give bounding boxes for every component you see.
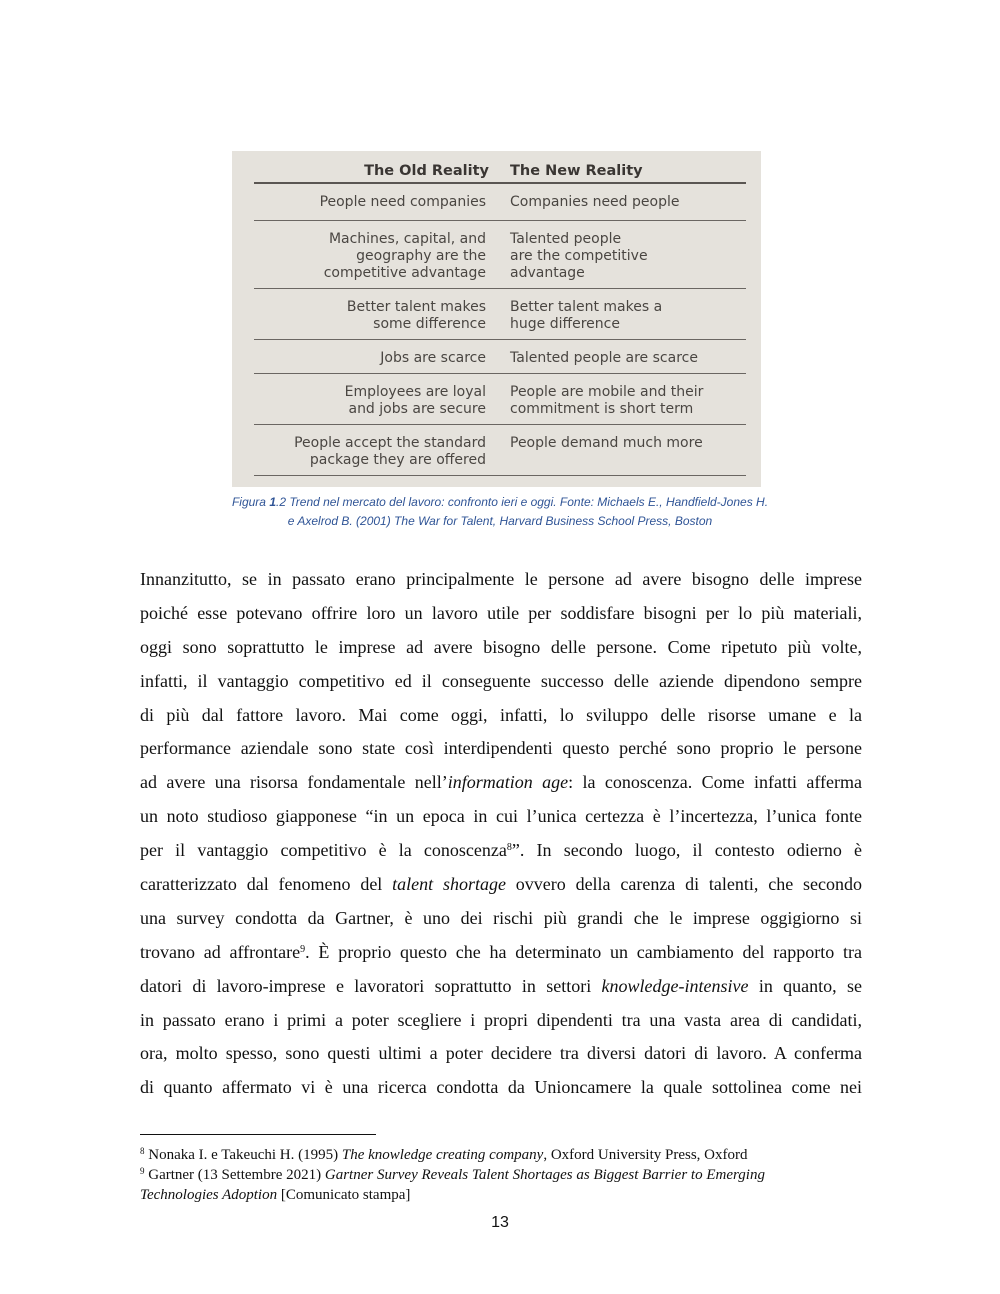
old-reality-cell: Better talent makes some difference [346, 299, 486, 332]
text-line: una survey condotta da Gartner, è uno dei rischi più grandi che le imprese oggigiorno si [140, 907, 862, 928]
footnote-text: Gartner (13 Settembre 2021) [144, 1167, 325, 1183]
text-line [140, 936, 862, 970]
old-reality-cell: Jobs are scarce [380, 350, 486, 366]
footnote-number: 8 [140, 1146, 145, 1156]
text-run: trovano ad affrontare [140, 941, 301, 962]
new-reality-cell: Talented people are scarce [510, 350, 698, 366]
new-reality-cell: People demand much more [510, 435, 703, 451]
footnote-title: The knowledge creating company [341, 1147, 544, 1163]
new-reality-cell: People are mobile and their commitment is short term [510, 384, 704, 417]
text-line: di quanto affermato vi è una ricerca condotta da Unioncamere la quale sottolinea come nei [140, 1077, 862, 1098]
header-old-reality: The Old Reality [364, 163, 489, 179]
figure-caption [140, 493, 860, 531]
new-reality-cell: Better talent makes a huge difference [510, 299, 663, 332]
table-row [254, 340, 746, 374]
comparison-table-figure [232, 151, 761, 487]
text-line: performance aziendale sono state così interdipendenti questo perché sono proprio le persone [140, 738, 862, 759]
caption-number: 1 [269, 495, 276, 509]
text-run: in quanto, se [748, 975, 862, 996]
footnote-title: Gartner Survey Reveals Talent Shortages as Biggest Barrier to Emerging [324, 1167, 765, 1183]
text-line [140, 868, 862, 902]
italic-term: knowledge-intensive [601, 975, 749, 996]
caption-line-1 [140, 493, 860, 512]
text-run: . È proprio questo che ha determinato un cambiamento del rapporto tra [305, 941, 862, 962]
text-run: ad avere una risorsa fondamentale nell’ [140, 772, 448, 793]
body-paragraph [140, 563, 862, 1105]
text-line [140, 766, 862, 800]
text-line [140, 970, 862, 1004]
new-reality-cell: Companies need people [510, 194, 680, 210]
caption-line-2: e Axelrod B. (2001) The War for Talent, Harvard Business School Press, Boston [287, 514, 713, 528]
text-line: infatti, il vantaggio competitivo ed il conseguente successo delle aziende dipendono sempre [140, 670, 862, 691]
text-line: un noto studioso giapponese “in un epoca in cui l’unica certezza è l’incertezza, l’unica fonte [140, 806, 862, 827]
footnote-text: , Oxford University Press, Oxford [543, 1147, 748, 1163]
table-row [254, 184, 746, 221]
text-line: ora, molto spesso, sono questi ultimi a poter decidere tra diversi datori di lavoro. A conferma [140, 1043, 862, 1064]
footnote-text: [Comunicato stampa] [277, 1187, 411, 1203]
old-reality-cell: Employees are loyal and jobs are secure [344, 384, 486, 417]
table-row [254, 221, 746, 289]
table-row [254, 374, 746, 425]
text-run: ovvero della carenza di talenti, che secondo [505, 874, 862, 895]
header-new-reality: The New Reality [510, 163, 643, 179]
text-line [140, 834, 862, 868]
text-run: ”. In secondo luogo, il contesto odierno è [511, 840, 862, 861]
footnote-ref-9[interactable]: 9 [300, 943, 306, 955]
text-line: Innanzitutto, se in passato erano principalmente le persone ad avere bisogno delle imprese [140, 569, 862, 589]
text-line: oggi sono soprattutto le imprese ad avere bisogno delle persone. Come ripetuto più volte, [140, 636, 862, 657]
text-run: per il vantaggio competitivo è la conoscenza [140, 840, 507, 861]
footnote-number: 9 [140, 1166, 145, 1176]
text-run: datori di lavoro-imprese e lavoratori soprattutto in settori [140, 975, 602, 996]
footnote-title: Technologies Adoption [140, 1187, 278, 1203]
footnote-text: Nonaka I. e Takeuchi H. (1995) [144, 1147, 342, 1163]
text-run: caratterizzato dal fenomeno del [140, 874, 393, 895]
footnote-8 [140, 1145, 860, 1165]
new-reality-cell: Talented people are the competitive advantage [510, 231, 648, 281]
footnote-ref-8[interactable]: 8 [506, 842, 512, 854]
old-reality-cell: Machines, capital, and geography are the competitive advantage [323, 231, 486, 281]
caption-prefix: Figura [231, 495, 270, 509]
text-line: poiché esse potevano offrire loro un lavoro utile per soddisfare bisogni per lo più materiali, [140, 602, 862, 623]
text-line: di più dal fattore lavoro. Mai come oggi, infatti, lo sviluppo delle risorse umane e la [140, 704, 862, 725]
table-row [254, 425, 746, 476]
caption-text: .2 Trend nel mercato del lavoro: confronto ieri e oggi. Fonte: Michaels E., Handfield-Jones H. [276, 495, 769, 509]
text-line: in passato erano i primi a poter scegliere i propri dipendenti tra una vasta area di candidati, [140, 1009, 862, 1030]
footnote-separator [140, 1134, 376, 1135]
footnotes [140, 1145, 860, 1205]
italic-term: information age [447, 772, 569, 793]
page-number: 13 [491, 1214, 509, 1231]
footnote-9 [140, 1165, 860, 1205]
text-run: : la conoscenza. Come infatti afferma [568, 772, 862, 793]
old-reality-cell: People need companies [319, 194, 486, 210]
table-row [254, 289, 746, 340]
old-reality-cell: People accept the standard package they are offered [294, 435, 486, 468]
italic-term: talent shortage [392, 874, 506, 895]
